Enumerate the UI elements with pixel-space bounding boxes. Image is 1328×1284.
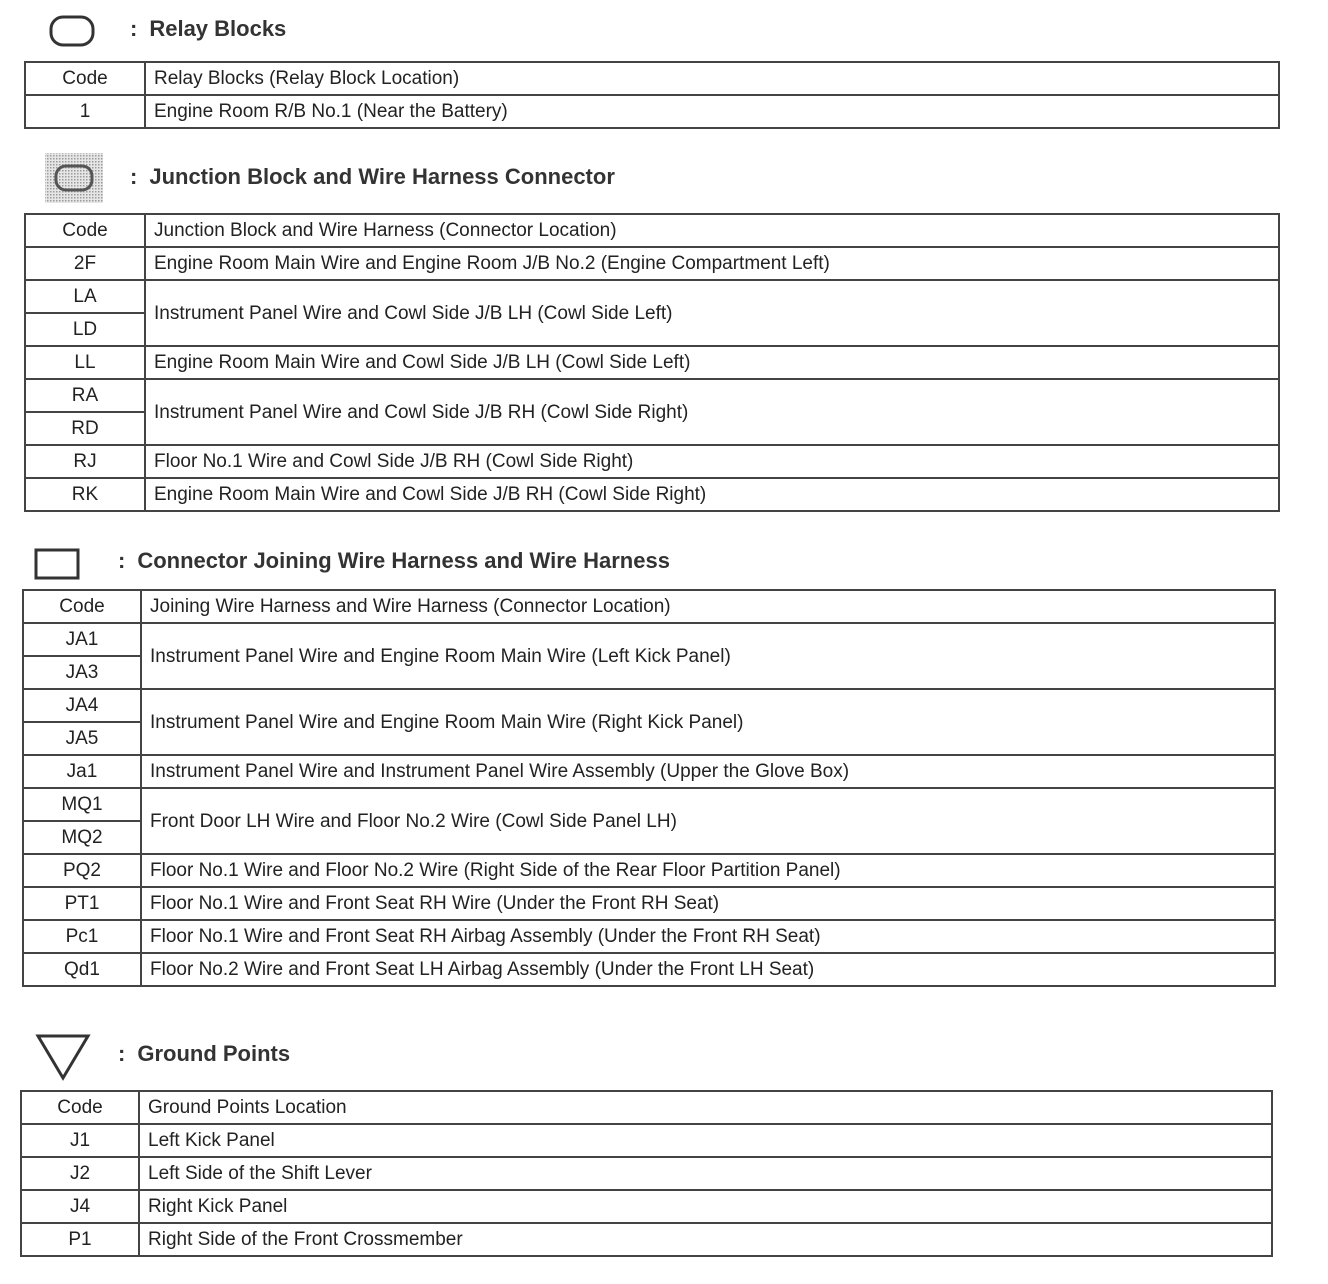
table-row (25, 346, 1279, 379)
location-cell: Floor No.1 Wire and Front Seat RH Airbag Assembly (Under the Front RH Seat) (141, 920, 1275, 953)
location-cell: Engine Room Main Wire and Cowl Side J/B RH (Cowl Side Right) (145, 478, 1279, 511)
code-cell: Ja1 (23, 755, 141, 788)
title-colon: : (118, 1041, 126, 1066)
location-cell: Floor No.1 Wire and Front Seat RH Wire (Under the Front RH Seat) (141, 887, 1275, 920)
code-cell: RA (25, 379, 145, 412)
table-row (23, 755, 1275, 788)
code-cell: 2F (25, 247, 145, 280)
location-cell: Engine Room Main Wire and Cowl Side J/B LH (Cowl Side Left) (145, 346, 1279, 379)
code-cell: J4 (21, 1190, 139, 1223)
title-colon: : (130, 164, 138, 189)
triangle-down-icon (34, 1032, 92, 1082)
code-cell: PT1 (23, 887, 141, 920)
code-cell: MQ1 (23, 788, 141, 821)
code-cell: LD (25, 313, 145, 346)
connector-joining-table (22, 589, 1276, 987)
section-title-ground-points (118, 1041, 290, 1067)
table-row (23, 920, 1275, 953)
location-cell: Instrument Panel Wire and Cowl Side J/B LH (Cowl Side Left) (145, 280, 1279, 346)
title-colon: : (130, 16, 138, 41)
section-title-connector-joining (118, 548, 670, 574)
code-cell: PQ2 (23, 854, 141, 887)
table-header-row (23, 590, 1275, 623)
section-title-junction-block (130, 164, 615, 190)
section-title-relay-blocks (130, 16, 286, 42)
table-row (25, 445, 1279, 478)
location-cell: Right Side of the Front Crossmember (139, 1223, 1272, 1256)
code-cell: RJ (25, 445, 145, 478)
connector-joining-title: Connector Joining Wire Harness and Wire Harness (137, 548, 670, 573)
table-row (25, 379, 1279, 412)
location-cell: Floor No.2 Wire and Front Seat LH Airbag Assembly (Under the Front LH Seat) (141, 953, 1275, 986)
table-row (21, 1190, 1272, 1223)
table-header-row (21, 1091, 1272, 1124)
code-header: Code (23, 590, 141, 623)
code-cell: JA4 (23, 689, 141, 722)
table-header-row (25, 62, 1279, 95)
junction-block-title: Junction Block and Wire Harness Connector (149, 164, 615, 189)
rounded-rectangle-icon (48, 14, 96, 48)
ground-points-table (20, 1090, 1273, 1257)
shaded-rounded-rectangle-icon (44, 152, 104, 204)
code-header: Code (25, 214, 145, 247)
table-row (25, 95, 1279, 128)
location-cell: Instrument Panel Wire and Cowl Side J/B RH (Cowl Side Right) (145, 379, 1279, 445)
table-row (25, 247, 1279, 280)
code-cell: JA1 (23, 623, 141, 656)
table-row (23, 623, 1275, 656)
code-cell: Pc1 (23, 920, 141, 953)
table-row (21, 1157, 1272, 1190)
location-cell: Instrument Panel Wire and Engine Room Main Wire (Right Kick Panel) (141, 689, 1275, 755)
junction-block-table (24, 213, 1280, 512)
table-row (23, 788, 1275, 821)
code-header: Code (25, 62, 145, 95)
code-header: Code (21, 1091, 139, 1124)
code-cell: Qd1 (23, 953, 141, 986)
relay-blocks-title: Relay Blocks (149, 16, 287, 41)
location-cell: Front Door LH Wire and Floor No.2 Wire (Cowl Side Panel LH) (141, 788, 1275, 854)
code-cell: MQ2 (23, 821, 141, 854)
table-row (25, 280, 1279, 313)
code-cell: JA5 (23, 722, 141, 755)
code-cell: LA (25, 280, 145, 313)
location-cell: Floor No.1 Wire and Floor No.2 Wire (Right Side of the Rear Floor Partition Panel) (141, 854, 1275, 887)
table-row (23, 854, 1275, 887)
code-cell: J1 (21, 1124, 139, 1157)
rectangle-icon (34, 546, 82, 582)
location-cell: Right Kick Panel (139, 1190, 1272, 1223)
location-header: Joining Wire Harness and Wire Harness (Connector Location) (141, 590, 1275, 623)
location-cell: Engine Room R/B No.1 (Near the Battery) (145, 95, 1279, 128)
code-cell: J2 (21, 1157, 139, 1190)
code-cell: RK (25, 478, 145, 511)
location-cell: Instrument Panel Wire and Instrument Panel Wire Assembly (Upper the Glove Box) (141, 755, 1275, 788)
location-cell: Floor No.1 Wire and Cowl Side J/B RH (Cowl Side Right) (145, 445, 1279, 478)
relay-blocks-table (24, 61, 1280, 129)
code-cell: RD (25, 412, 145, 445)
title-colon: : (118, 548, 126, 573)
ground-points-title: Ground Points (137, 1041, 291, 1066)
table-row (23, 887, 1275, 920)
location-header: Junction Block and Wire Harness (Connector Location) (145, 214, 1279, 247)
location-cell: Instrument Panel Wire and Engine Room Main Wire (Left Kick Panel) (141, 623, 1275, 689)
table-row (25, 478, 1279, 511)
table-row (21, 1124, 1272, 1157)
table-row (23, 953, 1275, 986)
code-cell: JA3 (23, 656, 141, 689)
code-cell: P1 (21, 1223, 139, 1256)
code-cell: LL (25, 346, 145, 379)
location-header: Ground Points Location (139, 1091, 1272, 1124)
table-row (21, 1223, 1272, 1256)
table-row (23, 689, 1275, 722)
location-cell: Engine Room Main Wire and Engine Room J/B No.2 (Engine Compartment Left) (145, 247, 1279, 280)
table-header-row (25, 214, 1279, 247)
location-cell: Left Kick Panel (139, 1124, 1272, 1157)
location-header: Relay Blocks (Relay Block Location) (145, 62, 1279, 95)
code-cell: 1 (25, 95, 145, 128)
location-cell: Left Side of the Shift Lever (139, 1157, 1272, 1190)
